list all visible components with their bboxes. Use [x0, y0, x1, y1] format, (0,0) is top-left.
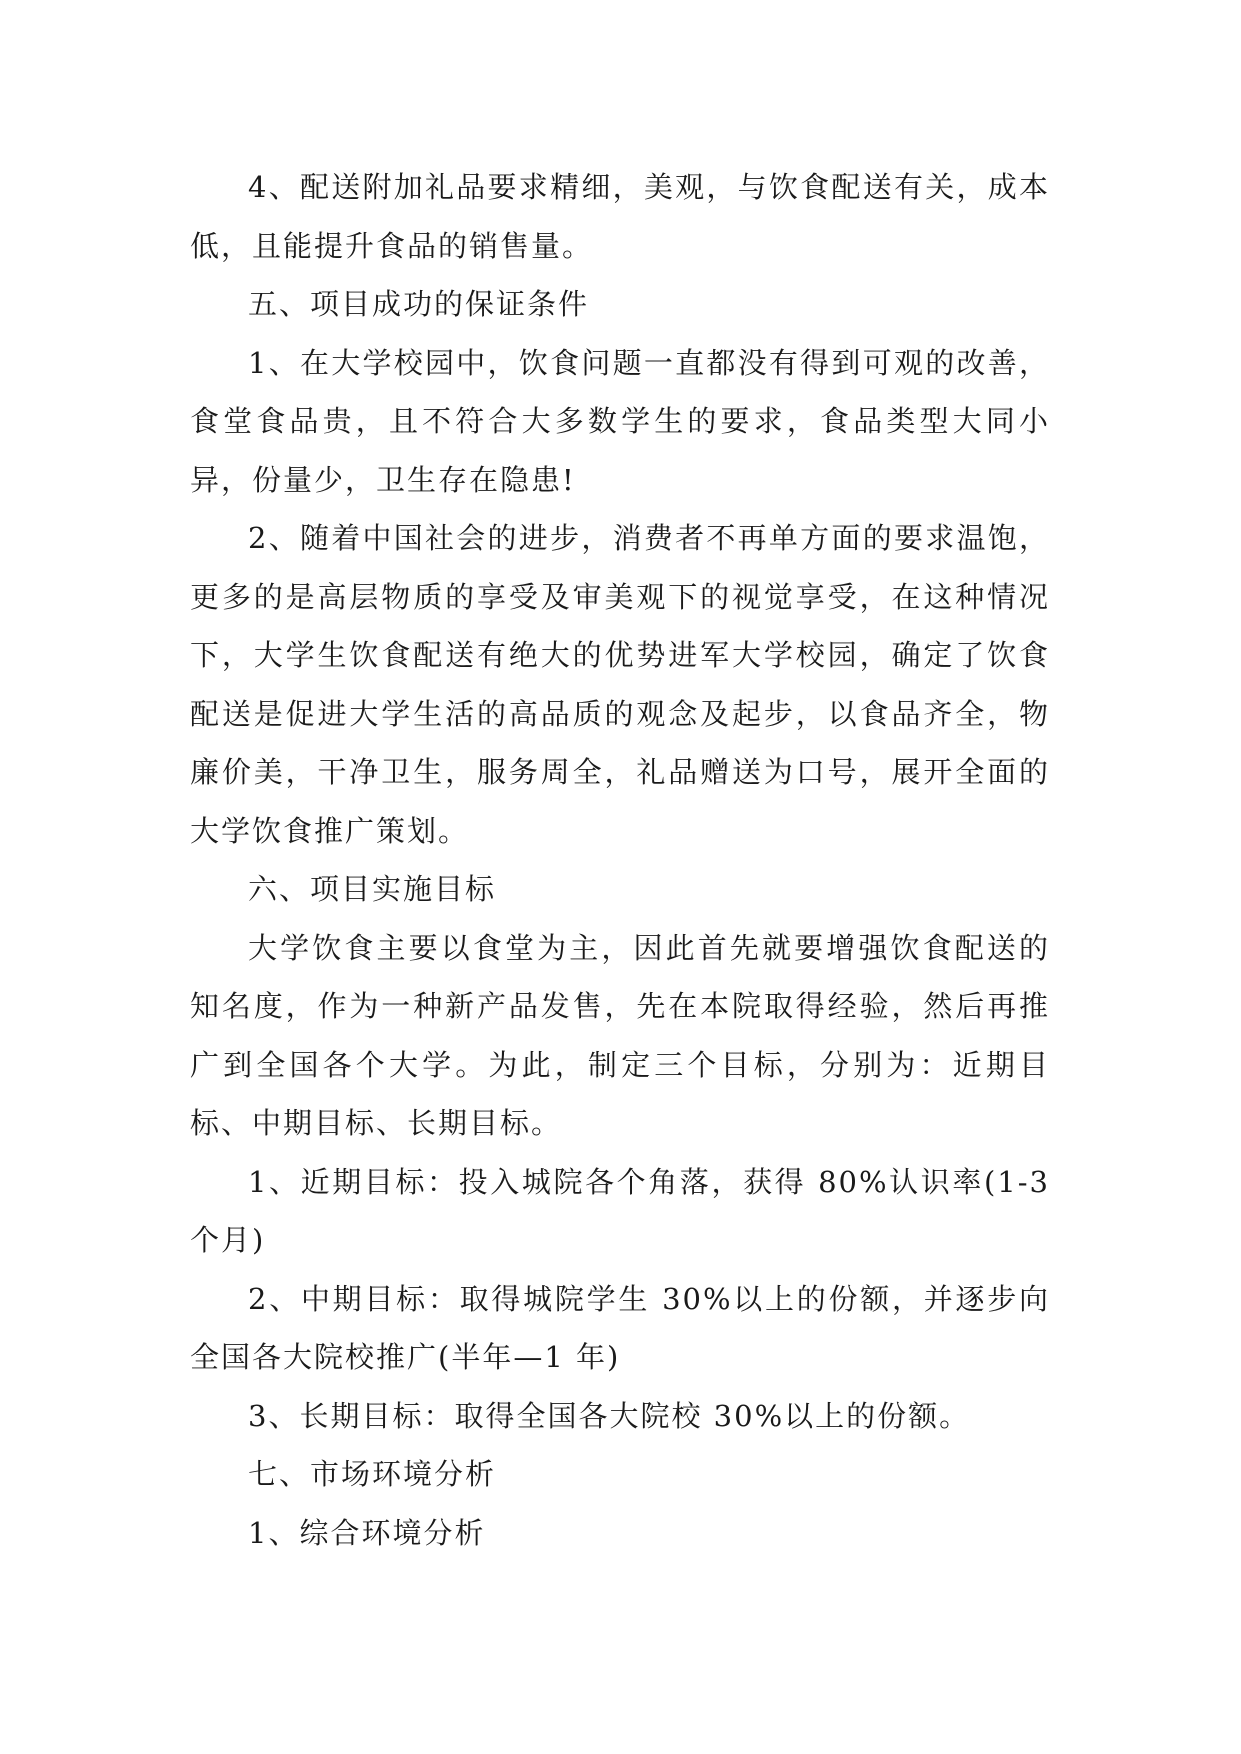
heading-implementation-goals: 六、项目实施目标 [248, 872, 497, 906]
paragraph-mid-term-goal: 2、中期目标：取得城院学生 30%以上的份额，并逐步向全国各大院校推广(半年—1 年) [190, 1281, 1050, 1374]
paragraph-social-progress: 2、随着中国社会的进步，消费者不再单方面的要求温饱，更多的是高层物质的享受及审美观下的视觉享受，在这种情况下，大学生饮食配送有绝大的优势进军大学校园，确定了饮食配送是促进大学生活的高品质的观念及起步，以食品齐全，物廉价美，干净卫生，服务周全，礼品赠送为口号，展开全面的大学饮食推广策划。 [190, 521, 1050, 848]
paragraph-long-term-goal: 3、长期目标：取得全国各大院校 30%以上的份额。 [248, 1398, 971, 1433]
heading-success-conditions: 五、项目成功的保证条件 [248, 287, 590, 321]
document-body [190, 158, 1050, 1562]
paragraph-campus-food-problem: 1、在大学校园中，饮食问题一直都没有得到可观的改善，食堂食品贵，且不符合大多数学生的要求，食品类型大同小异，份量少，卫生存在隐患! [190, 345, 1050, 497]
paragraph-short-term-goal: 1、近期目标：投入城院各个角落，获得 80%认识率(1-3个月) [190, 1164, 1050, 1257]
paragraph-gift-requirements: 4、配送附加礼品要求精细，美观，与饮食配送有关，成本低，且能提升食品的销售量。 [190, 170, 1050, 263]
subheading-overall-environment: 1、综合环境分析 [248, 1515, 486, 1550]
heading-market-analysis: 七、市场环境分析 [248, 1457, 497, 1491]
paragraph-goals-overview: 大学饮食主要以食堂为主，因此首先就要增强饮食配送的知名度，作为一种新产品发售，先在本院取得经验，然后再推广到全国各个大学。为此，制定三个目标，分别为：近期目标、中期目标、长期目标。 [190, 930, 1050, 1140]
